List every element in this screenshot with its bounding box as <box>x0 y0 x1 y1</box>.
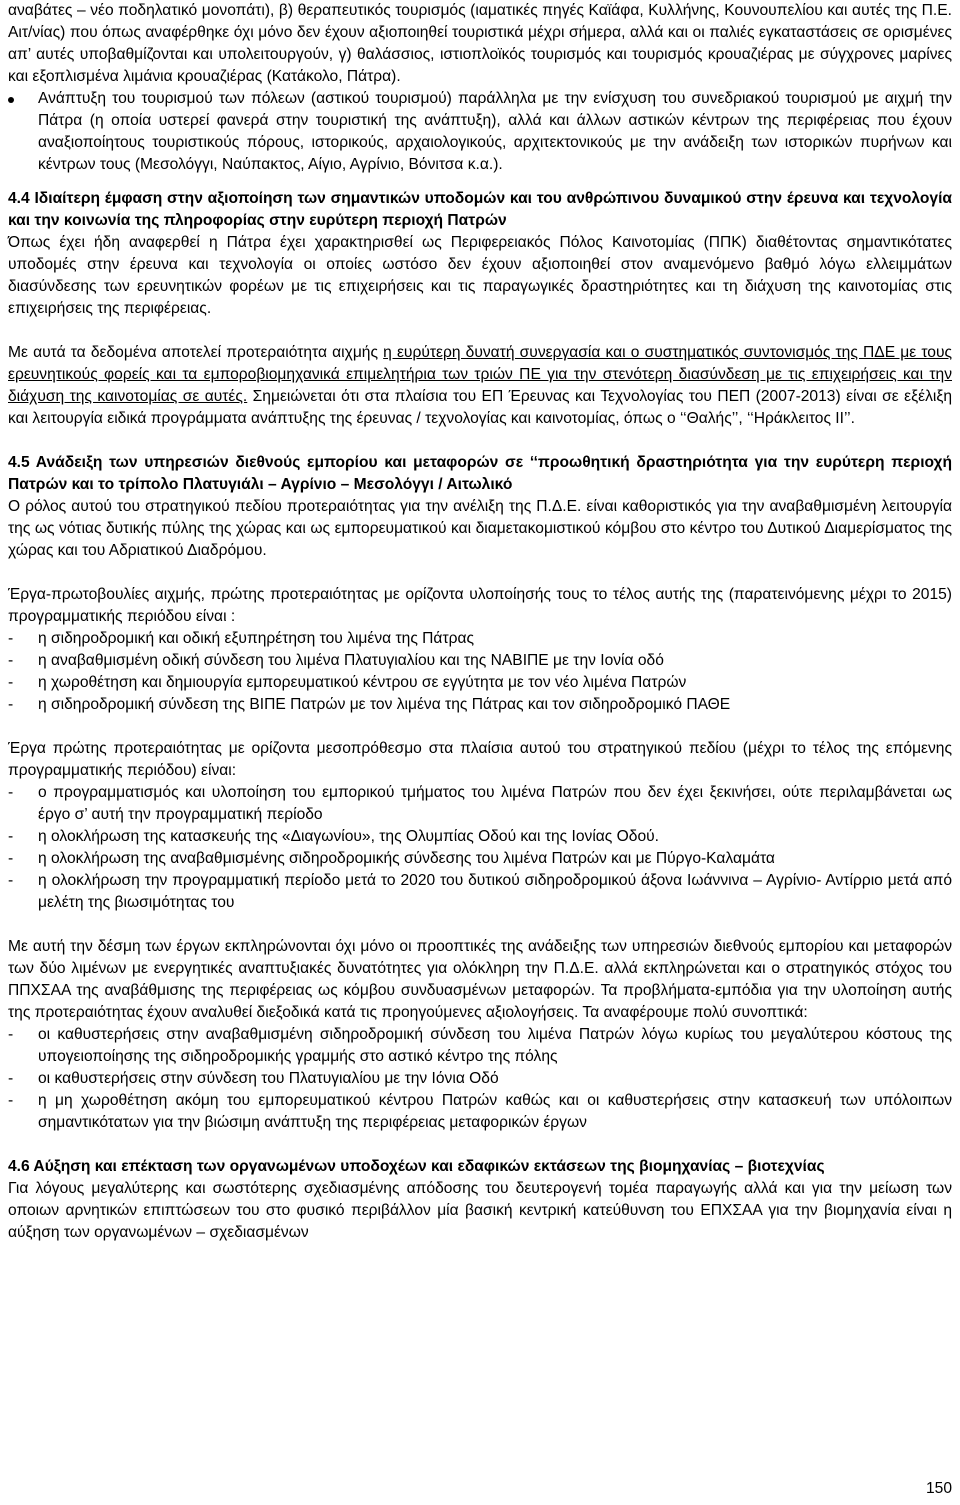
section-4-5-paragraph-2: Έργα-πρωτοβουλίες αιχμής, πρώτης προτεραιότητας με ορίζοντα υλοποίησής τους το τέλος αυτής της (παρατεινόμενης μέχρι το 2015) προγραμματικής περιόδου είναι : <box>8 586 952 625</box>
bullet-item <box>8 88 952 176</box>
list-item: - οι καθυστερήσεις στην σύνδεση του Πλατυγιαλίου με την Ιόνια Οδό <box>8 1070 499 1087</box>
bullet-list <box>8 88 952 176</box>
list-item-text: η σιδηροδρομική σύνδεση της ΒΙΠΕ Πατρών με τον λιμένα της Πάτρας και τον σιδηροδρομικό ΠΑΘΕ <box>38 696 731 713</box>
list-item-text: η ολοκλήρωση της αναβαθμισμένης σιδηροδρομικής σύνδεσης του λιμένα Πατρών και με Πύργο-Καλαμάτα <box>38 850 775 867</box>
list-item: - η ολοκλήρωση της αναβαθμισμένης σιδηροδρομικής σύνδεσης του λιμένα Πατρών και με Πύργο-Καλαμάτα <box>8 850 775 867</box>
section-4-5-heading: 4.5 Ανάδειξη των υπηρεσιών διεθνούς εμπορίου και μεταφορών σε ‘‘προωθητική δραστηριότητα για την ευρύτερη περιοχή Πατρών και το τρίπολο Πλατυγιάλι – Αγρίνιο – Μεσολόγγι / Αιτωλικό <box>8 454 952 493</box>
list-item-text: οι καθυστερήσεις στην αναβαθμισμένη σιδηροδρομική σύνδεση του λιμένα Πατρών λόγω κυρίως του μεγαλύτερου κόστους της υπογειοποίησης της σιδηροδρομικής γραμμής στο αστικό κέντρο της πόλης <box>38 1026 952 1065</box>
list-item: - οι καθυστερήσεις στην αναβαθμισμένη σιδηροδρομική σύνδεση του λιμένα Πατρών λόγω κυρίως του μεγαλύτερου κόστους της υπογειοποίησης της σιδηροδρομικής γραμμής στο αστικό κέντρο της πόλης <box>8 1026 952 1065</box>
list-item-text: η ολοκλήρωση την προγραμματική περίοδο μετά το 2020 του δυτικού σιδηροδρομικού άξονα Ιωάννινα – Αγρίνιο- Αντίρριο μετά από μελέτη της βιωσιμότητας του <box>38 872 952 911</box>
intro-paragraph: αναβάτες – νέο ποδηλατικό μονοπάτι), β) θεραπευτικός τουρισμός (ιαματικές πηγές Καϊάφα, Κυλλήνης, Κουνουπελίου και αυτές της Π.Ε. Αιτ/νίας) που όπως αναφέρθηκε όχι μόνο δεν έχουν αξιοποιηθεί τουριστικά μέχρι σήμερα, αλλά και οι παλιές εγκαταστάσεις σε ορισμένες απ’ αυτές υποβαθμίζονται και υπολειτουργούν, γ) θαλάσσιος, ιστιοπλοϊκός τουρισμός και τουρισμός κρουαζιέρας με σύγχρονες μαρίνες και εξοπλισμένα λιμάνια κρουαζιέρας (Κατάκολο, Πάτρα). <box>8 2 952 85</box>
list-item-text: η αναβαθμισμένη οδική σύνδεση του λιμένα Πλατυγιαλίου και της ΝΑΒΙΠΕ με την Ιονία οδό <box>38 652 664 669</box>
list-item: - η σιδηροδρομική και οδική εξυπηρέτηση του λιμένα της Πάτρας <box>8 630 475 647</box>
list-item: - η σιδηροδρομική σύνδεση της ΒΙΠΕ Πατρών με τον λιμένα της Πάτρας και τον σιδηροδρομικό ΠΑΘΕ <box>8 696 731 713</box>
section-4-4-paragraph-2 <box>8 342 952 430</box>
list-item: - η ολοκλήρωση την προγραμματική περίοδο μετά το 2020 του δυτικού σιδηροδρομικού άξονα Ιωάννινα – Αγρίνιο- Αντίρριο μετά από μελέτη της βιωσιμότητας του <box>8 872 952 911</box>
list-item: - η ολοκλήρωση της κατασκευής της «Διαγωνίου», της Ολυμπίας Οδού και της Ιονίας Οδού. <box>8 828 659 845</box>
list-item: - η αναβαθμισμένη οδική σύνδεση του λιμένα Πλατυγιαλίου και της ΝΑΒΙΠΕ με την Ιονία οδό <box>8 652 664 669</box>
dash-list-1 <box>8 628 952 716</box>
underlined-text: η ευρύτερη δυνατή συνεργασία και ο συστηματικός συντονισμός της ΠΔΕ με τους ερευνητικούς φορείς και τα εμποροβιομηχανικά επιμελητήρια των τριών ΠΕ για την στενότερη διασύνδεση με τις επιχειρήσεις και την διάχυση της καινοτομίας σε αυτές. <box>8 344 953 405</box>
section-4-4-paragraph-1: Όπως έχει ήδη αναφερθεί η Πάτρα έχει χαρακτηρισθεί ως Περιφερειακός Πόλος Καινοτομίας (ΠΠΚ) διαθέτοντας σημαντικότατες υποδομές στην έρευνα και τεχνολογία οι οποίες ωστόσο δεν έχουν αξιοποιηθεί στον αναμενόμενο βαθμό λόγω ελλειμμάτων διασύνδεσης των ερευνητικών φορέων με τις επιχειρήσεις και τις παραγωγικές δραστηριότητες και τη διάχυση της καινοτομίας στις επιχειρήσεις της περιφέρειας. <box>8 234 952 317</box>
dash-list-3 <box>8 1024 952 1134</box>
list-item-text: ο προγραμματισμός και υλοποίηση του εμπορικού τμήματος του λιμένα Πατρών που δεν έχει ξεκινήσει, ούτε περιλαμβάνεται ως έργο σ’ αυτή την προγραμματική περίοδο <box>38 784 952 823</box>
list-item-text: οι καθυστερήσεις στην σύνδεση του Πλατυγιαλίου με την Ιόνια Οδό <box>38 1070 499 1087</box>
bullet-dot-icon <box>8 97 14 103</box>
paragraph-tail-text: Σημειώνεται ότι στα πλαίσια του ΕΠ Έρευνας και Τεχνολογίας του ΠΕΠ (2007-2013) είναι σε εξέλιξη και λειτουργία ειδικά προγράμματα ανάπτυξης της έρευνας / τεχνολογίας και καινοτομίας, όπως ο ‘‘Θαλής’’, ‘‘Ηράκλειτος ΙΙ’’. <box>8 388 952 427</box>
document-page <box>8 0 952 1244</box>
section-4-4-heading: 4.4 Ιδιαίτερη έμφαση στην αξιοποίηση των σημαντικών υποδομών και του ανθρώπινου δυναμικού στην έρευνα και τεχνολογία και την κοινωνία της πληροφορίας στην ευρύτερη περιοχή Πατρών <box>8 190 952 229</box>
list-item: - η μη χωροθέτηση ακόμη του εμπορευματικού κέντρου Πατρών καθώς και οι καθυστερήσεις στην κατασκευή των υπόλοιπων σημαντικότατων για την βιώσιμη ανάπτυξη της περιφέρειας μεταφορικών έργων <box>8 1092 952 1131</box>
list-item-text: η χωροθέτηση και δημιουργία εμπορευματικού κέντρου σε εγγύτητα με τον νέο λιμένα Πατρών <box>38 674 687 691</box>
page-number: 150 <box>925 1480 952 1497</box>
section-4-5-paragraph-1: Ο ρόλος αυτού του στρατηγικού πεδίου προτεραιότητας για την ανέλιξη της Π.Δ.Ε. είναι καθοριστικός για την αναβαθμισμένη λειτουργία της ως νότιας δυτικής πύλης της χώρας και ως εμπορευματικού και διαμετακομιστικού κόμβου στο κέντρο του Δυτικού Διαμερίσματος της χώρας και του Αδριατικού Διαδρόμου. <box>8 498 952 559</box>
paragraph-lead-text: Με αυτά τα δεδομένα αποτελεί προτεραιότητα αιχμής <box>8 344 384 361</box>
list-item: - η χωροθέτηση και δημιουργία εμπορευματικού κέντρου σε εγγύτητα με τον νέο λιμένα Πατρών <box>8 674 687 691</box>
section-4-5-paragraph-4: Με αυτή την δέσμη των έργων εκπληρώνονται όχι μόνο οι προοπτικές της ανάδειξης των υπηρεσιών διεθνούς εμπορίου και μεταφορών των δύο λιμένων με ενεργητικές αναπτυξιακές δυνατότητες για ολόκληρη την Π.Δ.Ε. αλλά εκπληρώνεται και ο στρατηγικός στόχος του ΠΠΧΣΑΑ της αναβάθμισης της περιφέρειας ως κόμβου συνδυασμένων μεταφορών. Τα προβλήματα-εμπόδια για την υλοποίηση αυτής της προτεραιότητας έχουν αναλυθεί διεξοδικά κατά τις προηγούμενες αξιολογήσεις. Τα αναφέρουμε πολύ συνοπτικά: <box>8 938 952 1021</box>
list-item-text: η ολοκλήρωση της κατασκευής της «Διαγωνίου», της Ολυμπίας Οδού και της Ιονίας Οδού. <box>38 828 659 845</box>
bullet-text: Ανάπτυξη του τουρισμού των πόλεων (αστικού τουρισμού) παράλληλα με την ενίσχυση του συνεδριακού τουρισμού με αιχμή την Πάτρα (η οποία υστερεί φανερά στην τουριστική της ανάπτυξη), αλλά και άλλων αστικών κέντρων της περιφέρειας που έχουν αναξιοποίητους τουριστικούς πόρους, ιστορικούς, αρχαιολογικούς, αρχιτεκτονικούς με την ανάδειξη των ιστορικών πυρήνων και κέντρων τους (Μεσολόγγι, Ναύπακτος, Αίγιο, Αγρίνιο, Βόνιτσα κ.α.). <box>38 90 952 173</box>
section-4-6-paragraph-1: Για λόγους μεγαλύτερης και σωστότερης σχεδιασμένης απόδοσης του δευτερογενή τομέα παραγωγής αλλά και για την μείωση των οποιων αρνητικών επιπτώσεων του στο φυσικό περιβάλλον μία βασική κεντρική κατεύθυνση του ΕΠΧΣΑΑ για την βιομηχανία είναι η αύξηση των οργανωμένων – σχεδιασμένων <box>8 1180 952 1241</box>
list-item: - ο προγραμματισμός και υλοποίηση του εμπορικού τμήματος του λιμένα Πατρών που δεν έχει ξεκινήσει, ούτε περιλαμβάνεται ως έργο σ’ αυτή την προγραμματική περίοδο <box>8 784 952 823</box>
list-item-text: η μη χωροθέτηση ακόμη του εμπορευματικού κέντρου Πατρών καθώς και οι καθυστερήσεις στην κατασκευή των υπόλοιπων σημαντικότατων για την βιώσιμη ανάπτυξη της περιφέρειας μεταφορικών έργων <box>38 1092 952 1131</box>
section-4-5-paragraph-3: Έργα πρώτης προτεραιότητας με ορίζοντα μεσοπρόθεσμο στα πλαίσια αυτού του στρατηγικού πεδίου (μέχρι το τέλος της επόμενης προγραμματικής περιόδου) είναι: <box>8 740 952 779</box>
dash-list-2 <box>8 782 952 914</box>
section-4-6-heading: 4.6 Αύξηση και επέκταση των οργανωμένων υποδοχέων και εδαφικών εκτάσεων της βιομηχανίας – βιοτεχνίας <box>8 1158 825 1175</box>
list-item-text: η σιδηροδρομική και οδική εξυπηρέτηση του λιμένα της Πάτρας <box>38 630 475 647</box>
